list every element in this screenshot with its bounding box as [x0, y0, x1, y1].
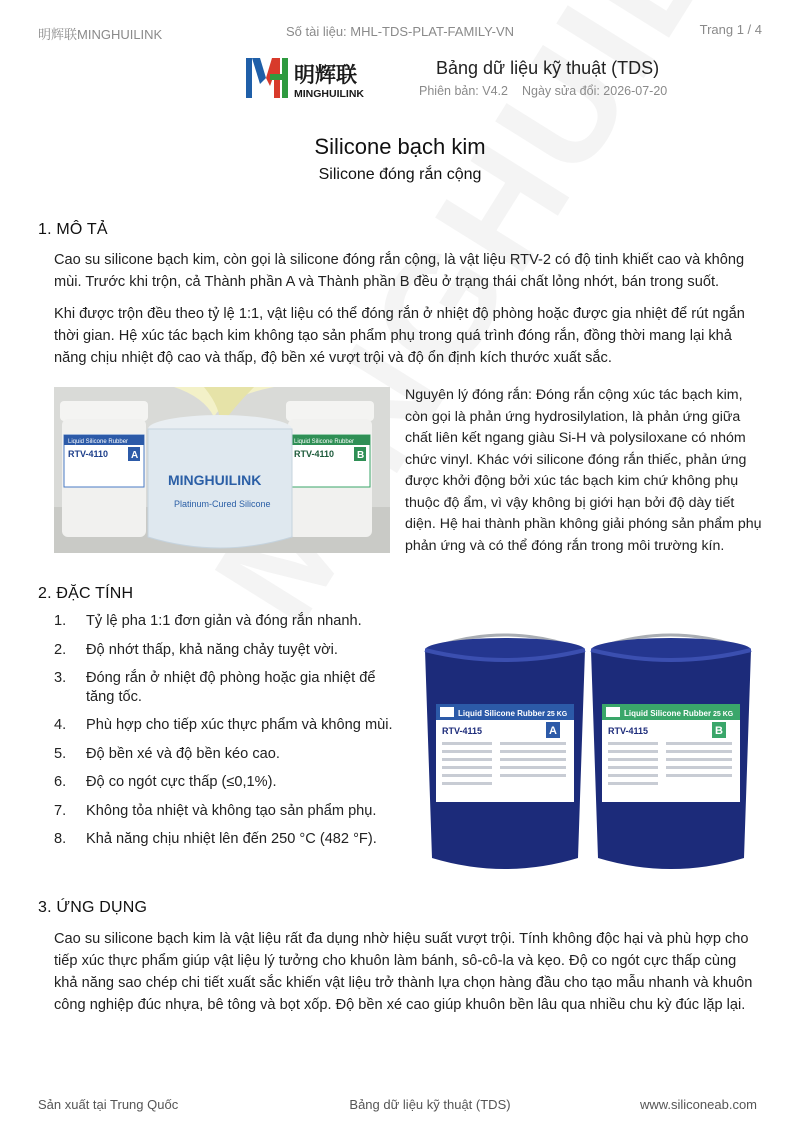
document-subtitle: Silicone đóng rắn cộng — [318, 166, 482, 183]
svg-text:RTV-4115: RTV-4115 — [442, 726, 483, 736]
svg-text:25 KG: 25 KG — [547, 711, 568, 718]
header-page-number: Trang 1 / 4 — [699, 22, 762, 37]
tds-revised-date: Ngày sửa đổi: 2026-07-20 — [521, 84, 668, 98]
list-item: 6. Độ co ngót cực thấp (≤0,1%). — [54, 774, 277, 790]
footer-made-in: Sản xuất tại Trung Quốc — [38, 1097, 179, 1112]
description-paragraph-1: Cao su silicone bạch kim, còn gọi là silicone đóng rắn cộng, là vật liệu RTV-2 có độ tinh khiết cao và không mùi. Trước khi trộn, cả Thành phần A và Thành phần B đều ở trạng thái chất lỏng nhớt, bán trong suốt. — [54, 252, 745, 290]
tds-meta — [419, 84, 681, 98]
svg-text:B: B — [715, 725, 723, 737]
svg-text:A: A — [131, 450, 139, 461]
list-item: 1. Tỷ lệ pha 1:1 đơn giản và đóng rắn nhanh. — [54, 613, 362, 629]
header-brand: 明辉联MINGHUILINK — [38, 27, 163, 42]
list-item: 2. Độ nhớt thấp, khả năng chảy tuyệt vời. — [54, 641, 338, 658]
logo-cn-text: 明辉联 — [294, 63, 357, 87]
list-item: 3. Đóng rắn ở nhiệt độ phòng hoặc gia nhiệt để tăng tốc. — [54, 670, 376, 705]
section-heading-features: 2. ĐẶC TÍNH — [38, 585, 134, 602]
minghuilink-logo — [246, 56, 416, 100]
product-jars-photo — [54, 387, 390, 553]
svg-text:25 KG: 25 KG — [713, 711, 734, 718]
svg-text:B: B — [357, 450, 365, 461]
svg-text:Liquid Silicone Rubber: Liquid Silicone Rubber — [294, 439, 355, 445]
list-item: 8. Khả năng chịu nhiệt lên đến 250 °C (482 °F). — [54, 831, 377, 847]
description-paragraph-2: Khi được trộn đều theo tỷ lệ 1:1, vật liệu có thể đóng rắn ở nhiệt độ phòng hoặc được gia nhiệt để rút ngắn thời gian. Hệ xúc tác bạch kim không tạo sản phẩm phụ trong quá trình đóng rắn, đồng thời mang lại khả năng chịu nhiệt độ cao và thấp, độ bền xé vượt trội và độ ổn định kích thước xuất sắc. — [54, 306, 745, 366]
svg-text:RTV-4115: RTV-4115 — [608, 726, 649, 736]
footer-doc-type: Bảng dữ liệu kỹ thuật (TDS) — [349, 1097, 511, 1112]
section-heading-description: 1. MÔ TẢ — [38, 221, 108, 238]
document-title: Silicone bạch kim — [314, 134, 486, 159]
logo-en-text: MINGHUILINK — [294, 88, 364, 100]
svg-text:Liquid Silicone Rubber: Liquid Silicone Rubber — [624, 709, 712, 718]
jar-caption-text: Platinum-Cured Silicone — [174, 499, 271, 509]
header-doc-number: Số tài liệu: MHL-TDS-PLAT-FAMILY-VN — [285, 24, 515, 39]
product-buckets-photo — [414, 630, 760, 876]
list-item: 5. Độ bền xé và độ bền kéo cao. — [54, 745, 280, 762]
svg-text:RTV-4110: RTV-4110 — [68, 449, 109, 459]
jar-brand-text: MINGHUILINK — [168, 472, 262, 488]
svg-text:A: A — [549, 725, 557, 737]
list-item: 4. Phù hợp cho tiếp xúc thực phẩm và không mùi. — [54, 717, 393, 733]
svg-text:RTV-4110: RTV-4110 — [294, 449, 335, 459]
tds-title: Bảng dữ liệu kỹ thuật (TDS) — [436, 58, 660, 78]
features-list — [54, 612, 394, 859]
footer-website-link[interactable]: www.siliconeab.com — [639, 1097, 757, 1112]
svg-text:Liquid Silicone Rubber: Liquid Silicone Rubber — [68, 439, 129, 445]
section-heading-applications: 3. ỨNG DỤNG — [38, 899, 148, 916]
curing-principle-paragraph: Nguyên lý đóng rắn: Đóng rắn cộng xúc tác bạch kim, còn gọi là phản ứng hydrosilylation, là phản ứng giữa chất liên kết ngang giàu Si-H và polysiloxane có nhóm chức vinyl. Khác với silicone đóng rắn thiếc, phản ứng được khởi động bởi xúc tác bạch kim chứ không phụ thuộc độ ẩm, vì vậy không bị giới hạn bởi độ dày tiết diện. Hệ hai thành phần không giải phóng sản phẩm phụ phản ứng và có thể đóng rắn trong môi trường kín. — [405, 387, 762, 554]
svg-text:Liquid Silicone Rubber: Liquid Silicone Rubber — [458, 709, 546, 718]
applications-paragraph: Cao su silicone bạch kim là vật liệu rất đa dụng nhờ hiệu suất vượt trội. Tính không độc hại và phù hợp cho tiếp xúc thực phẩm giúp vật liệu lý tưởng cho khuôn làm bánh, sô-cô-la và kẹo. Độ co ngót cực thấp cùng khả năng sao chép chi tiết xuất sắc khiến vật liệu trở thành lựa chọn hàng đầu cho tạo mẫu nhanh và khuôn công nghiệp đúc nhựa, bê tông và bọt xốp. Độ bền xé cao giúp khuôn bền lâu qua nhiều chu kỳ đúc lặp lại. — [54, 931, 753, 1013]
list-item: 7. Không tỏa nhiệt và không tạo sản phẩm phụ. — [54, 802, 377, 819]
tds-version: Phiên bản: V4.2 — [419, 84, 508, 98]
